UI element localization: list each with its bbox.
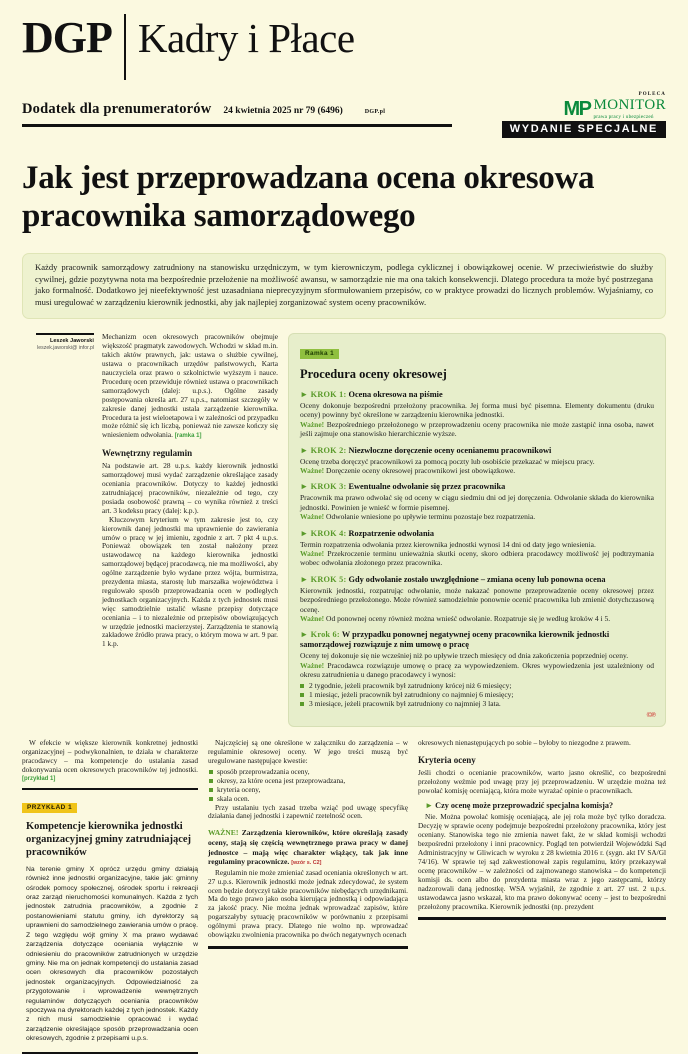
article-column-right (418, 739, 666, 1054)
author-email: leszek.jaworski@ infor.pl (37, 345, 94, 352)
step-heading (300, 390, 654, 400)
list-item: okresy, za które ocena jest przeprowadzana, (208, 776, 408, 785)
step-text: Oceny dokonuje bezpośredni przełożony pracownika. Jej forma musi być pisemna. Elementy dokumentu (druku oceny) powinny być określone w zarządzeniu kierownika jednostki. (300, 400, 654, 420)
przyklad-tag: PRZYKŁAD 1 (22, 803, 77, 813)
step-text: Termin rozpatrzenia odwołania przez kierownika jednostki wynosi 14 dni od daty jego wniesienia. (300, 539, 596, 549)
mp-logo-icon: MP (563, 98, 591, 120)
masthead-rule-row (22, 121, 666, 137)
step-title: Rozpatrzenie odwołania (348, 528, 435, 538)
list-item: 2 tygodnie, jeżeli pracownik był zatrudniony krócej niż 6 miesięcy; (300, 681, 654, 690)
paragraph: Na podstawie art. 28 u.p.s. każdy kierownik jednostki samorządowej musi wydać zarządzenie określające zasady oceniania pracowników. Dotyczy to każdej jednostki zatrudniającej pracowników, niezależnie od tego, czy posiada osobowość prawną – co wynika również z treści art. 3 kodeksu pracy (dalej: k.p.). (102, 461, 278, 515)
step-item (300, 482, 654, 521)
column-bottom-rule (208, 946, 408, 949)
reference-link[interactable]: [przykład 1] (22, 776, 56, 783)
step-body (300, 651, 654, 708)
important-label: WAŻNE! (208, 828, 239, 838)
poleca-label: POLECA (638, 92, 666, 97)
step-title: Gdy odwołanie zostało uwzględnione – zmiana oceny lub ponowna ocena (348, 574, 606, 584)
arrow-icon: ► (425, 801, 434, 811)
article-column-1 (102, 333, 288, 726)
step-text: Pracownik ma prawo odwołać się od oceny w ciągu siedmiu dni od jej doręczenia. Odwołanie składa do kierownika jednostki. Powinien je wnieść w formie pisemnej. (300, 493, 654, 512)
masthead-rule (22, 124, 452, 127)
paragraph: Kluczowym kryterium w tym zakresie jest to, czy kierownik danej jednostki ma uprawnienie do zawierania umów o pracę w jej imieniu, zgodnie z art. 7 pkt 4 u.p.s. Ponieważ obowiązek ten został nałożony przez ustawodawcę na każdego kierownika jednostki samorządowej będącej pracodawcą, nie ma możliwości, aby ogólne zarządzenie było wydane przez wójta, burmistrza, prezydenta miasta, starostę lub marszałka województwa i regulowało sposób przeprowadzania ocen w podległych jednostkach organizacyjnych. Każda z tych jednostek musi więc samodzielnie ustalić własne przepisy dotyczące oceniania – i to niezależnie od przepisów obowiązujących w urzędzie jednostki macierzystej. Zarządzenia te stanowią zakładowe źródło prawa pracy, o którym mowa w art. 9 par. 1 k.p. (102, 514, 278, 649)
list-item: 3 miesiące, jeżeli pracownik był zatrudniony co najmniej 3 lata. (300, 699, 654, 708)
paragraph-text: Mechanizm ocen okresowych pracowników obejmuje większość pragmatyk zawodowych. Wchodzi w skład m.in. takich aktów prawnych, jak: ustawa o służbie cywilnej, ustawa o pracownikach urzędów państwowych, Karta nauczyciela oraz prawo o szkolnictwie wyższym i nauce. Procedurę ocen przewiduje również ustawa o pracownikach samorządowych (dalej: u.p.s.). Ogólne zasady postępowania określa art. 27 u.p.s., natomiast szczegóły w zakresie danej jednostki ustala zarządzenie kierownika. Procedura ta jest wieloetapowa i w zależności od przypadku może różnić się ich liczbą, ponieważ nie zawsze kończy się wniesieniem odwołania. (102, 332, 278, 440)
dgp-logo: DGP (22, 13, 112, 62)
paragraph (22, 739, 198, 785)
step-title: Ewentualne odwołanie się przez pracownika (348, 482, 506, 492)
step-number: ► Krok 6: (300, 630, 340, 640)
important-label: Ważne! (300, 465, 325, 475)
website-label: DGP.pl (364, 109, 386, 115)
reference-link[interactable]: [ramka 1] (174, 433, 202, 440)
step-item (300, 390, 654, 439)
step-heading (300, 630, 654, 650)
step-text: Kierownik jednostki, rozpatrując odwołanie, może nakazać ponowne przeprowadzenie oceny okresowej przez bezpośredniego przełożonego. Może również samodzielnie ponownie ocenić pracownika lub zmienić dotychczasową ocenę. (300, 585, 654, 614)
important-text: Od ponownej oceny również można wnieść odwołanie. Rozpatruje się je według kroków 4 i 5. (326, 613, 611, 623)
list-item: kryteria oceny, (208, 785, 408, 794)
step-body (300, 586, 654, 624)
step-title: W przypadku ponownej negatywnej oceny pracownika kierownik jednostki samorządowej rozwiązuje z nim umowę o pracę (300, 630, 610, 650)
subheading-criteria: Kryteria oceny (418, 754, 476, 765)
column-bottom-rule (418, 917, 666, 920)
important-text: Zarządzenia kierowników, które określają zasady oceny, stają się częścią wewnętrznego prawa pracy w danej jednostce – mają więc charakter wiążący, tak jak inne regulaminy pracownicze. (208, 828, 408, 867)
step-number: ► KROK 3: (300, 482, 347, 492)
important-text: Pracodawca rozwiązuje umowę o pracę za wypowiedzeniem. Okres wypowiedzenia jest uzależniony od okresu zatrudnienia u danego pracodawcy i wynosi: (300, 660, 655, 680)
paragraph (102, 333, 278, 441)
notice-period-list (300, 681, 654, 709)
przyklad-body: Na terenie gminy X oprócz urzędu gminy działają również inne jednostki organizacyjne, takie jak: gminny ośrodek pomocy społecznej, ośrodek sportu i rekreacji oraz zarząd nieruchomości komunalnych. Każda z tych jednostek zatrudnia pracowników, a zgodnie z postanowieniami statutu gminy, ich dyrektorzy są uprawnieni do samodzielnego zawierania umów o pracę. Z tego względu wójt gminy X ma prawo wydawać zarządzenia dotyczące oceniania wyłącznie w odniesieniu do pracowników zatrudnionych w urzędzie gminy. Nie ma on jednak kompetencji do ustalania zasad ocen okresowych dla pracowników pozostałych jednostek organizacyjnych. Odpowiedzialność za przygotowanie i wprowadzenie wewnętrznych regulaminów dotyczących oceniania pracowników spoczywa na dyrektorach każdej z tych jednostek. Każdy z nich musi samodzielnie opracować i wydać zarządzenie określające sposób przeprowadzania ocen okresowych, zgodnie z przepisami u.p.s. (26, 865, 198, 1043)
przyklad-box (22, 788, 198, 1053)
step-item (300, 446, 654, 476)
monitor-name: MONITOR (593, 97, 666, 113)
list-item: sposób przeprowadzania oceny, (208, 767, 408, 776)
important-label: Ważne! (300, 512, 325, 522)
step-number: ► KROK 4: (300, 528, 347, 538)
paragraph: Przy ustalaniu tych zasad trzeba wziąć pod uwagę specyfikę działania danej jednostki i zapewnić rzetelność ocen. (208, 802, 408, 821)
step-number: ► KROK 1: (300, 389, 347, 399)
ramka-box (288, 333, 666, 726)
list-item: skala ocen. (208, 794, 408, 803)
article-bottom-grid (22, 739, 666, 1054)
question-title: Czy ocenę może przeprowadzić specjalna komisja? (435, 801, 614, 811)
list-item: 1 miesiąc, jeżeli pracownik był zatrudniony co najmniej 6 miesięcy; (300, 690, 654, 699)
article-top-grid (22, 333, 666, 726)
paragraph: Regulamin nie może zmieniać zasad oceniania określonych w art. 27 u.p.s. Kierownik jednostki może jednak zdecydować, że system ocen będzie dotyczył także pracowników niebędących urzędnikami. Ma do tego prawo jako osoba kierująca jednostką i odpowiadająca za jakość pracy. Nie można jednak wprowadzać zapisów, które pogarszałyby sytuację pracowników w porównaniu z przepisami ogólnymi prawa pracy. Dlatego nie wolno np. wprowadzać obowiązku zwolnienia pracownika po dwóch negatywnych ocenach (208, 867, 408, 940)
question-heading (418, 801, 666, 811)
section-title: Kadry i Płace (137, 15, 355, 61)
step-heading (300, 482, 654, 492)
article-column-middle (208, 739, 408, 1054)
ramka-title: Procedura oceny okresowej (300, 366, 447, 381)
paragraph: okresowych nienastępujących po sobie – byłoby to niezgodne z prawem. (418, 737, 631, 747)
step-item (300, 529, 654, 568)
important-label: Ważne! (300, 419, 325, 429)
step-heading (300, 446, 654, 456)
step-body (300, 493, 654, 521)
masthead-subrow (22, 84, 666, 118)
paragraph-text: W efekcie w większe kierownik konkretnej jednostki organizacyjnej – podwykonalnien, te działa w charakterze pracodawcy – ma kompetencje do ustalania zasad dokonywania ocen okresowych pracowników tej jednostki. (22, 737, 198, 774)
important-callout (208, 828, 408, 868)
copyright-icon: ©℗ (646, 710, 655, 719)
issue-info: 24 kwietnia 2025 nr 79 (6496) (223, 106, 343, 116)
important-label: Ważne! (300, 660, 325, 670)
ramka-tag: Ramka 1 (300, 349, 339, 359)
step-number: ► KROK 2: (300, 445, 347, 455)
important-text: Przekroczenie terminu unieważnia skutki oceny, skoro odbiera pracodawcy możliwość jej podtrzymania wobec odwołania złożonego przez pracownika. (300, 548, 655, 568)
regulation-topics-list (208, 767, 408, 803)
step-body (300, 457, 654, 476)
paragraph: Jeśli chodzi o ocenianie pracowników, warto jasno określić, co bezpośredni przełożony weźmie pod uwagę przy jej przeprowadzeniu. W urzędzie można też powołać komisję oceniającą, która może wyrażać opinie o pracownikach. (418, 767, 666, 795)
article-column-left (22, 739, 198, 1054)
step-title: Ocena okresowa na piśmie (348, 389, 443, 399)
template-reference-link[interactable]: [wzór s. C2] (291, 860, 322, 867)
step-body (300, 401, 654, 439)
important-text: Doręczenie oceny okresowej pracownikowi jest obowiązkowe. (326, 465, 516, 475)
paragraph: Nie. Można powołać komisję oceniającą, ale jej rola może być tylko doradcza. Decyzję w sprawie oceny podejmuje bezpośredni przełożony pracownika, który jest oceniany. Stanowiska tego nie zmienia nawet fakt, że w skład komisji wchodzi bezpośredni przełożony i inni pracownicy. Pogląd ten potwierdził Wojewódzki Sąd Administracyjny w Gliwicach w wyroku z 28 kwietnia 2016 r. (sygn. akt IV SA/Gl 74/16). W sprawie tej sąd zakwestionował zapis regulaminu, który przekazywał ocenę pracowników – w zależności od zajmowanego stanowiska – do kompetencji komisji ds. ocen albo do prezydenta miasta wraz z jego zastępcami, którzy nadzorowali daną jednostkę. WSA wyjaśnił, że zgodnie z art. 27 ust. 2 u.p.s. ustawodawca jasno wskazał, kto ma prawo dokonywać oceny – jest to bezpośredni przełożony pracownika. Kierownik jednostki (np. prezydent (418, 812, 666, 911)
step-body (300, 540, 654, 568)
author-rule (36, 333, 94, 335)
step-heading (300, 529, 654, 539)
step-item (300, 575, 654, 624)
step-text: Ocenę trzeba doręczyć pracownikowi za pomocą poczty lub osobiście przekazać w miejscu pracy. (300, 456, 595, 466)
lead-paragraph: Każdy pracownik samorządowy zatrudniony na stanowisku urzędniczym, w tym kierowniczym, podlega cyklicznej i obowiązkowej ocenie. W przeciwieństwie do służby cywilnej, gdzie pozytywna nota ma bezpośrednie przełożenie na możliwość awansu, w samorządzie nie ma ona takich konsekwencji. Dlatego procedura ta może być postrzegana jako formalność. Dodatkowo jej nieefektywność jest uzasadniana nieprecyzyjnym sformułowaniem przepisów, co w praktyce prowadzi do licznych problemów. Wyjaśniamy, co musi uregulować w zarządzeniu kierownik jednostki, aby jak najlepiej zorganizować system oceny pracowników. (22, 253, 666, 319)
special-edition-badge: WYDANIE SPECJALNE (502, 121, 666, 138)
step-text: Oceny tej dokonuje się nie wcześniej niż po upływie trzech miesięcy od dnia zakończenia poprzedniej oceny. (300, 651, 629, 661)
monitor-promo (563, 92, 666, 120)
przyklad-title: Kompetencje kierownika jednostki organizacyjnej gminy zatrudniającej pracowników (26, 820, 192, 858)
monitor-tagline: prawa pracy i ubezpieczeń (593, 114, 654, 120)
step-item (300, 630, 654, 708)
ramka-column (288, 333, 666, 726)
step-heading (300, 575, 654, 585)
important-text: Bezpośredniego przełożonego w przeprowadzeniu oceny pracownika nie może zastąpić inna osoba, nawet jeśli zajmuje ona stanowisko hierarchicznie wyższe. (300, 419, 654, 439)
step-title: Niezwłoczne doręczenie oceny ocenianemu pracownikowi (348, 445, 552, 455)
step-number: ► KROK 5: (300, 574, 347, 584)
important-label: Ważne! (300, 548, 325, 558)
masthead (22, 0, 666, 74)
important-label: Ważne! (300, 613, 325, 623)
paragraph: Najczęściej są one określone w załączniku do zarządzenia – w regulaminie okresowej oceny. W jego treści muszą być uregulowane następujące kwestie: (208, 737, 408, 765)
subheading-internal-regulation: Wewnętrzny regulamin (102, 448, 193, 459)
author-name: Leszek Jaworski (49, 338, 94, 345)
page-title: Jak jest przeprowadzana ocena okresowa pracownika samorządowego (22, 160, 595, 234)
masthead-divider (124, 14, 126, 80)
author-column (22, 333, 102, 726)
supplement-label: Dodatek dla prenumeratorów (22, 101, 212, 117)
important-text: Odwołanie wniesione po upływie terminu pozostaje bez rozpatrzenia. (326, 512, 536, 522)
